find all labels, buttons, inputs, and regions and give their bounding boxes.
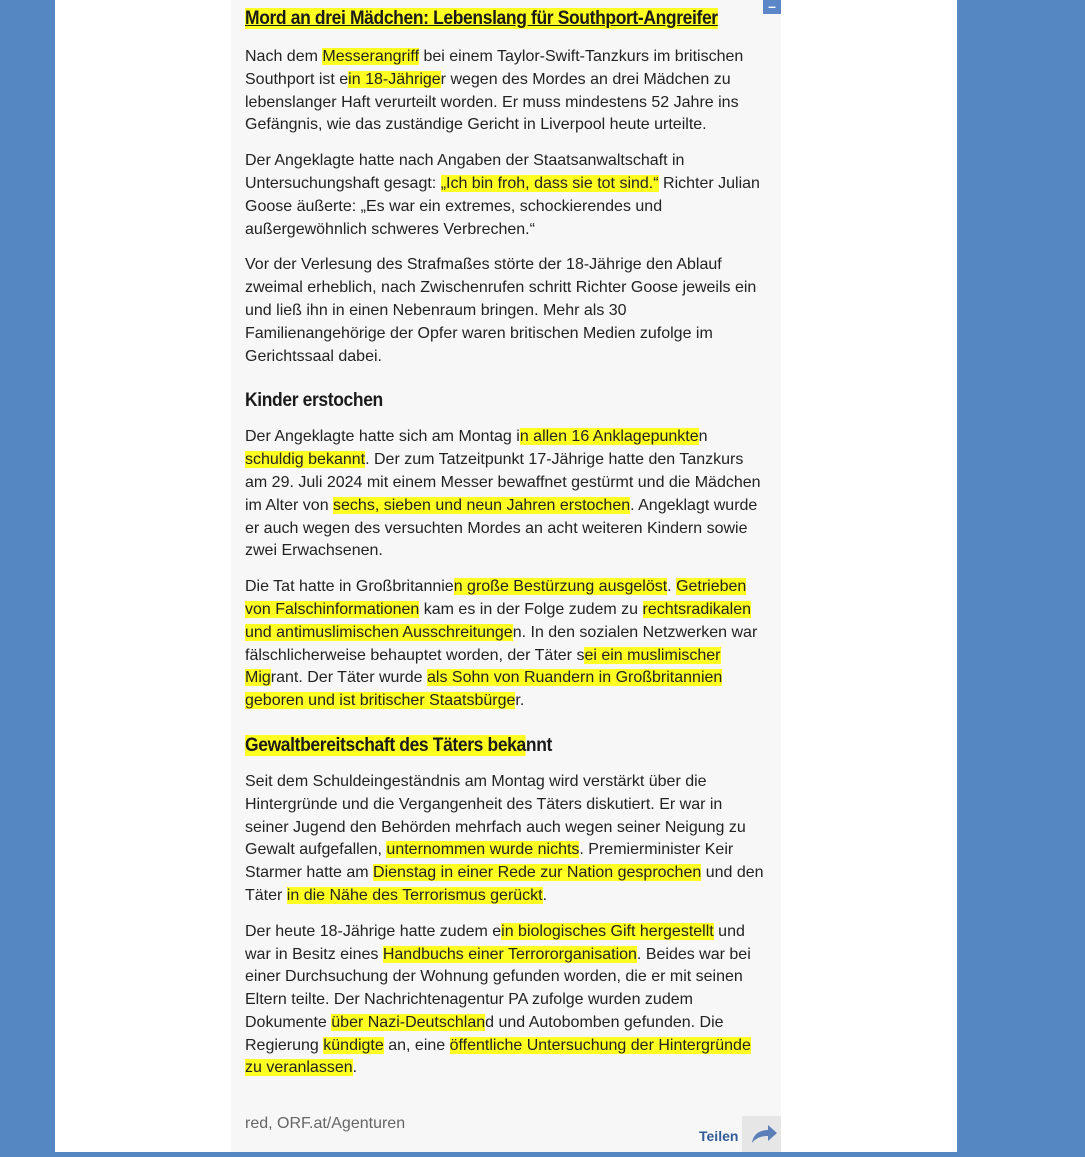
- text-segment: Richter Julian Goose äußerte: „Es war ein extremes, schockierendes und außergewöhnlich schweres Verbrechen.“: [245, 174, 760, 238]
- text-segment: Nach dem: [245, 48, 323, 65]
- text-segment: an, eine: [383, 1036, 450, 1054]
- text-segment: nnt: [525, 734, 552, 756]
- highlighted-text: in die Nähe des Terrorismus gerückt: [286, 886, 543, 904]
- text-segment: rant. Der Täter wurde: [270, 669, 427, 687]
- highlighted-text: unternommen wurde nichts: [386, 841, 580, 859]
- section-heading: [245, 733, 728, 759]
- highlighted-text: als Sohn von Ruandern in Großbritannien geboren und ist britischer Staatsbürge: [245, 669, 723, 710]
- highlighted-text: in 18-Jährige: [348, 70, 441, 88]
- text-segment: Kinder erstochen: [245, 390, 383, 412]
- text-segment: . Angeklagt wurde er auch wegen des versuchten Mordes an acht weiteren Kindern sowie zwei Erwachsenen.: [245, 496, 758, 560]
- section-heading: [245, 388, 728, 414]
- source-credit: red, ORF.at/Agenturen: [245, 1115, 406, 1132]
- text-segment: und war in Besitz eines: [245, 922, 745, 963]
- text-segment: . Der zum Tatzeitpunkt 17-Jährige hatte den Tanzkurs am 29. Juli 2024 mit einem Messer bewaffnet gestürmt und die Mädchen im Alter von: [245, 451, 761, 514]
- article-paragraph: [245, 150, 770, 241]
- text-segment: kam es in der Folge zudem zu: [419, 600, 643, 618]
- highlighted-text: Handbuchs einer Terrororganisation: [382, 945, 637, 963]
- text-segment: .: [542, 886, 548, 904]
- collapse-button[interactable]: –: [763, 0, 781, 14]
- highlighted-text: kündigte: [323, 1036, 384, 1054]
- text-segment: n. In den sozialen Netzwerken war fälschlicherweise behauptet worden, der Täter s: [245, 623, 758, 664]
- highlighted-text: sechs, sieben und neun Jahren erstochen: [333, 496, 631, 514]
- article-paragraph: [245, 426, 770, 563]
- text-segment: n: [698, 428, 708, 446]
- share-link[interactable]: Teilen: [699, 1128, 739, 1144]
- text-segment: Der heute 18-Jährige hatte zudem e: [245, 922, 502, 940]
- highlighted-text: über Nazi-Deutschlan: [331, 1013, 486, 1031]
- text-segment: . Premierminister Keir Starmer hatte am: [245, 841, 734, 882]
- highlighted-text: n große Bestürzung ausgelöst: [453, 578, 668, 596]
- article-content: [245, 6, 770, 1080]
- text-segment: . Beides war bei einer Durchsuchung der Wohnung gefunden worden, die er mit seinen Eltern teilte. Der Nachrichtenagentur PA zufolge wurden zudem Dokumente: [245, 945, 751, 1031]
- highlighted-text: öffentliche Untersuchung der Hintergründe zu veranlassen: [245, 1036, 751, 1077]
- share-button[interactable]: [742, 1116, 781, 1152]
- highlighted-text: n allen 16 Anklagepunkte: [519, 428, 699, 446]
- text-segment: r.: [515, 692, 525, 710]
- article-paragraph: [245, 46, 770, 137]
- highlighted-text: Gewaltbereitschaft des Täters beka: [245, 734, 526, 756]
- text-segment: d und Autobomben gefunden. Die Regierung: [245, 1013, 724, 1054]
- text-segment: Vor der Verlesung des Strafmaßes störte der 18-Jährige den Ablauf zweimal erheblich, nach Zwischenrufen schritt Richter Goose jeweils ein und ließ ihn in einen Nebenraum bringen. Mehr als 30 Familienangehörige der Opfer waren britischen Medien zufolge im Gerichtssaal dabei.: [245, 256, 757, 365]
- text-segment: r wegen des Mordes an drei Mädchen zu lebenslanger Haft verurteilt worden. Er muss mindestens 52 Jahre ins Gefängnis, wie das zuständige Gericht in Liverpool heute urteilte.: [245, 70, 739, 134]
- text-segment: bei einem Taylor-Swift-Tanzkurs im britischen Southport ist e: [245, 48, 744, 88]
- highlighted-text: ei ein muslimischer Mig: [245, 646, 721, 687]
- text-segment: .: [352, 1059, 358, 1077]
- highlighted-text: rechtsradikalen und antimuslimischen Ausschreitunge: [245, 600, 752, 641]
- text-segment: Die Tat hatte in Großbritannie: [245, 578, 454, 596]
- highlighted-text: Messerangriff: [322, 48, 420, 65]
- article-paragraph: [245, 254, 770, 368]
- text-segment: .: [667, 578, 677, 596]
- highlighted-text: schuldig bekannt: [245, 451, 366, 469]
- article-footer: [245, 1112, 781, 1152]
- article-paragraph: [245, 576, 770, 713]
- highlighted-text: Dienstag in einer Rede zur Nation gesprochen: [373, 864, 702, 882]
- article-paragraph: [245, 771, 770, 908]
- headline-text: Mord an drei Mädchen: Lebenslang für Southport-Angreifer: [245, 8, 718, 29]
- highlighted-text: in biologisches Gift hergestellt: [501, 922, 714, 940]
- article-body: [245, 46, 770, 1080]
- text-segment: Seit dem Schuldeingeständnis am Montag wird verstärkt über die Hintergründe und die Vergangenheit des Täters diskutiert. Er war in seiner Jugend den Behörden mehrfach auch wegen seiner Neigung zu Gewalt aufgefallen,: [245, 772, 746, 859]
- text-segment: Der Angeklagte hatte sich am Montag i: [245, 428, 520, 446]
- text-segment: Der Angeklagte hatte nach Angaben der Staatsanwaltschaft in Untersuchungshaft gesagt:: [245, 152, 685, 192]
- highlighted-text: „Ich bin froh, dass sie tot sind.“: [440, 174, 659, 192]
- article-headline: [245, 6, 728, 32]
- share-arrow-icon: [742, 1116, 781, 1152]
- text-segment: und den Täter: [245, 864, 764, 904]
- highlighted-text: Getrieben von Falschinformationen: [245, 578, 747, 618]
- article-paragraph: [245, 921, 770, 1081]
